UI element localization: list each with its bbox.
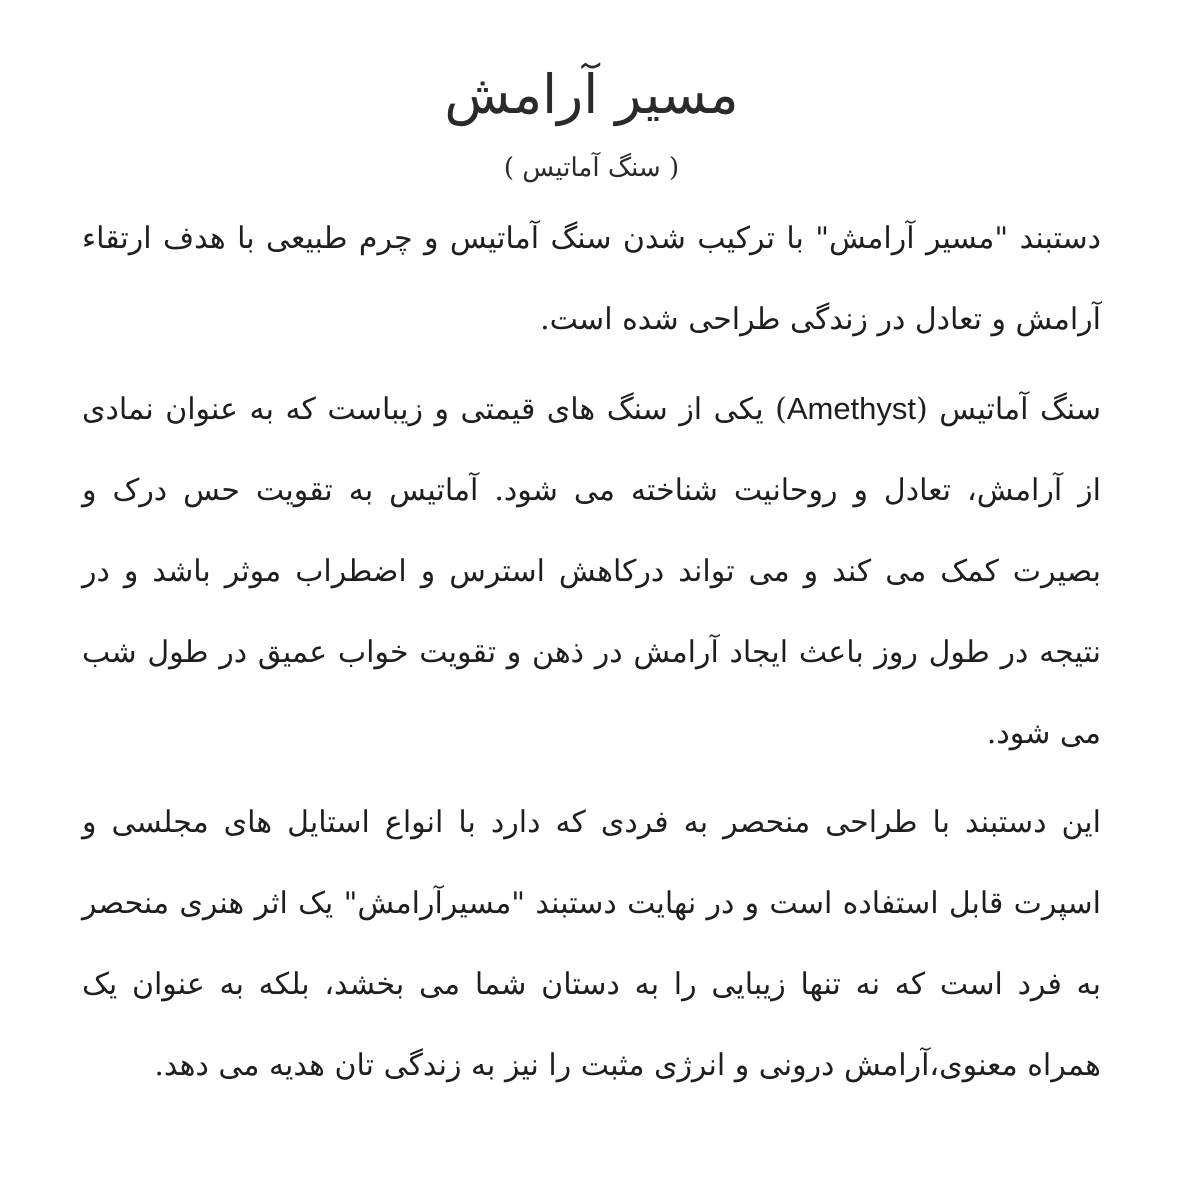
paragraph-intro: دستبند "مسیر آرامش" با ترکیب شدن سنگ آماتیس و چرم طبیعی با هدف ارتقاء آرامش و تعادل در زندگی طراحی شده است. (82, 221, 1101, 337)
document-subtitle: ( سنگ آماتیس ) (503, 153, 680, 183)
paragraph-design: این دستبند با طراحی منحصر به فردی که دارد با انواع استایل های مجلسی و اسپرت قابل استفاده است و در نهایت دستبند "مسیرآرامش" یک اثر هنری منحصر به فرد است که نه تنها زیبایی را به دستان شما می بخشد، بلکه به عنوان یک همراه معنوی،آرامش درونی و انرژی مثبت را نیز به زندگی تان هدیه می دهد. (82, 805, 1101, 1083)
amethyst-latin-term: Amethyst (786, 391, 917, 426)
document-title: مسیر آرامش (444, 63, 739, 126)
paragraph-amethyst (82, 368, 1101, 774)
paragraph-amethyst-rest: ) یکی از سنگ های قیمتی و زیباست که به عنوان نمادی از آرامش، تعادل و روحانیت شناخته می شود. آماتیس به تقویت حس درک و بصیرت کمک می کند و می تواند درکاهش استرس و اضطراب موثر باشد و در نتیجه در طول روز باعث ایجاد آرامش در ذهن و تقویت خواب عمیق در طول شب می شود. (82, 392, 1101, 751)
paragraph-amethyst-start: سنگ آماتیس ( (916, 392, 1102, 427)
